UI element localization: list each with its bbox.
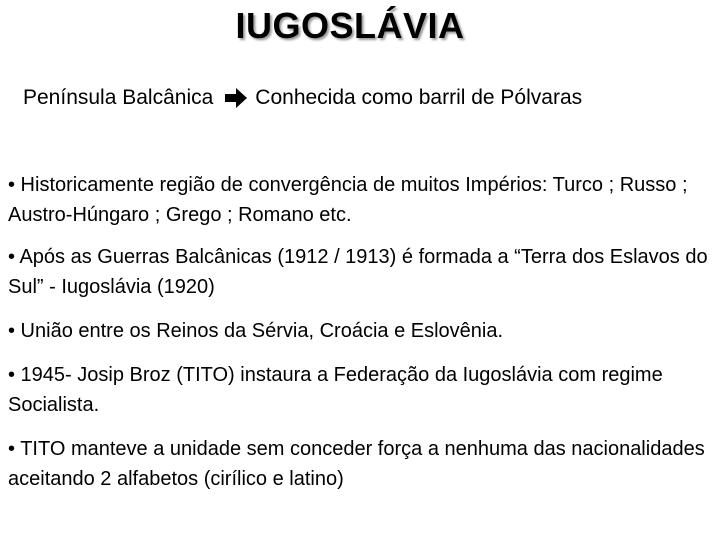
bullet-item-union: • União entre os Reinos da Sérvia, Croácia e Eslovênia. (8, 320, 504, 342)
subtitle-line (23, 84, 582, 112)
bullet-item-tito-federation: • 1945- Josip Broz (TITO) instaura a Federação da Iugoslávia com regime Socialista. (8, 364, 663, 416)
bullet-item-tito-unity: • TITO manteve a unidade sem conceder força a nenhuma das nacionalidades aceitando 2 alfabetos (cirílico e latino) (8, 438, 705, 490)
right-arrow-icon (225, 88, 247, 108)
bullet-item-empires: • Historicamente região de convergência de muitos Impérios: Turco ; Russo ; Austro-Húngaro ; Grego ; Romano etc. (8, 174, 688, 226)
bullet-list (8, 170, 716, 506)
bullet-item-balkan-wars: • Após as Guerras Balcânicas (1912 / 1913) é formada a “Terra dos Eslavos do Sul” - Iugoslávia (1920) (8, 246, 708, 298)
subtitle-left: Península Balcânica (23, 86, 214, 109)
subtitle-right: Conhecida como barril de Pólvaras (255, 86, 583, 109)
page-title: IUGOSLÁVIA (235, 5, 465, 46)
